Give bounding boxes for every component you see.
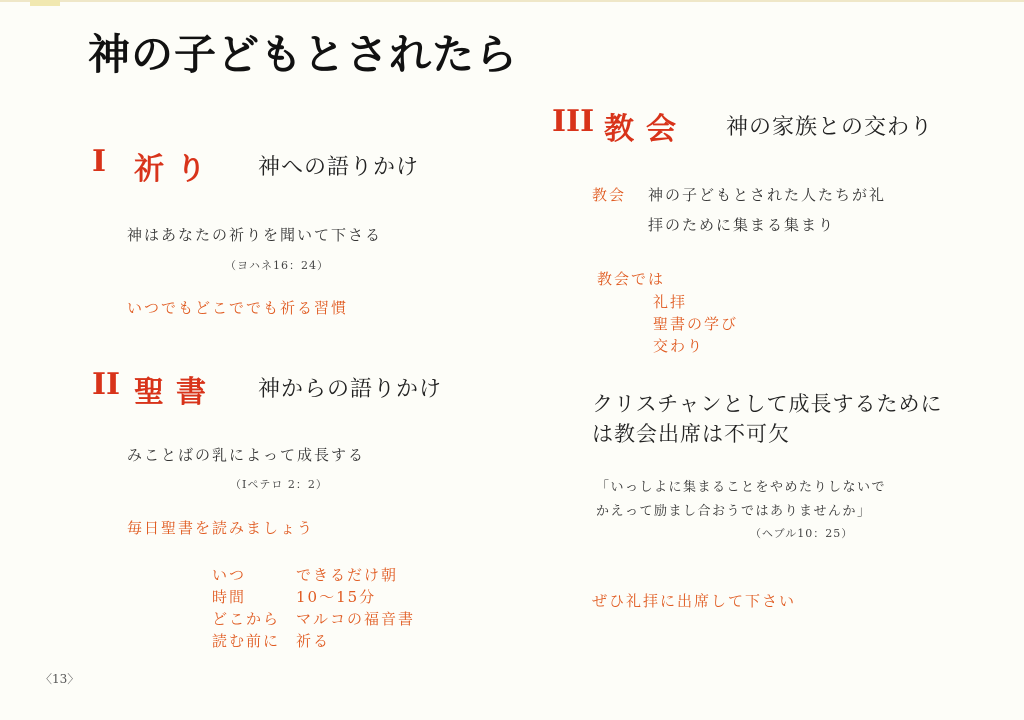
activities-title: 教会では <box>597 270 666 288</box>
activity-item: 聖書の学び <box>653 315 739 333</box>
section-3-heading: 教会 <box>604 112 688 147</box>
section-3-number: III <box>552 104 595 139</box>
schedule-label: 時間 <box>212 588 247 606</box>
activity-item: 交わり <box>653 337 705 355</box>
church-definition-label: 教会 <box>592 186 627 204</box>
section-1-highlight: いつでもどこででも祈る習慣 <box>127 299 349 317</box>
section-2-heading: 聖書 <box>134 375 218 410</box>
top-edge <box>0 0 1024 2</box>
schedule-label: いつ <box>212 566 247 584</box>
schedule-value: マルコの福音書 <box>296 610 416 628</box>
section-1-subtitle: 神への語りかけ <box>258 155 420 180</box>
schedule-value: できるだけ朝 <box>296 566 399 584</box>
statement-line: クリスチャンとして成長するために <box>592 392 943 416</box>
page-number: 〈13〉 <box>40 672 80 686</box>
section-2-reference: （Iペテロ 2：2） <box>230 478 328 491</box>
church-definition-line: 神の子どもとされた人たちが礼 <box>648 186 887 204</box>
statement-line: は教会出席は不可欠 <box>592 422 790 446</box>
section-2-number: II <box>92 367 121 402</box>
schedule-label: どこから <box>212 610 281 628</box>
quote-reference: （ヘブル10：25） <box>750 527 854 540</box>
quote-line: 「いっしよに集まることをやめたりしないで <box>596 480 887 495</box>
page-title: 神の子どもとされたら <box>88 30 519 79</box>
section-2-subtitle: 神からの語りかけ <box>258 377 443 402</box>
section-1-number: I <box>92 144 107 179</box>
quote-line: かえって励まし合おうではありませんか」 <box>596 504 872 519</box>
section-1-heading: 祈り <box>134 152 218 187</box>
schedule-label: 読む前に <box>212 632 281 650</box>
section-2-text: みことばの乳によって成長する <box>127 446 366 464</box>
section-1-text: 神はあなたの祈りを聞いて下さる <box>127 226 383 244</box>
schedule-value: 祈る <box>296 632 331 650</box>
schedule-value: 10～15分 <box>296 588 377 606</box>
section-1-reference: （ヨハネ16：24） <box>225 259 329 272</box>
church-definition-line: 拝のために集まる集まり <box>648 216 836 234</box>
section-2-highlight: 毎日聖書を読みましょう <box>127 519 315 537</box>
activity-item: 礼拝 <box>653 293 688 311</box>
closing-invitation: ぜひ礼拝に出席して下さい <box>592 592 797 610</box>
section-3-subtitle: 神の家族との交わり <box>726 115 934 140</box>
corner-mark <box>30 0 60 6</box>
